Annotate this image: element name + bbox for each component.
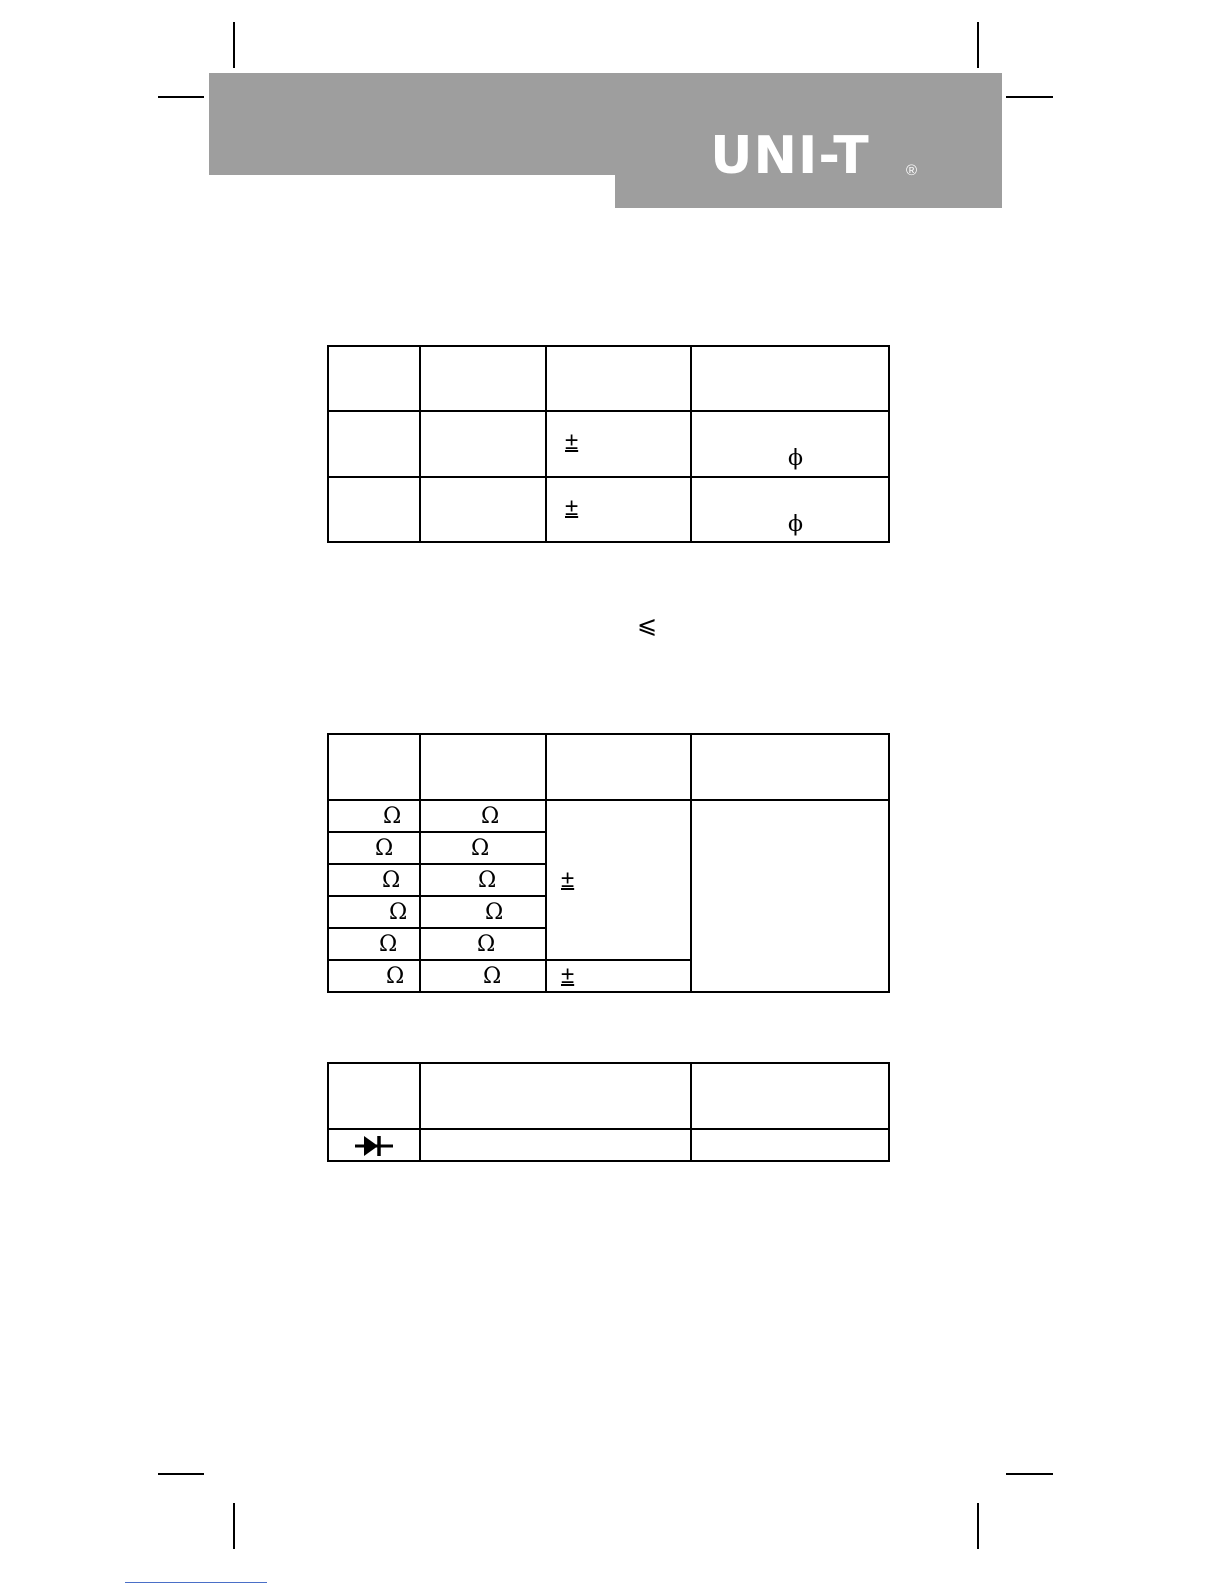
table-row — [328, 800, 889, 832]
table-cell — [328, 411, 420, 477]
table-header-row — [328, 734, 889, 800]
table-cell — [420, 928, 546, 960]
table-cell — [328, 1063, 420, 1129]
ohm-icon: Ω — [382, 868, 401, 893]
table-cell — [691, 477, 889, 542]
crop-mark-bottom-left-v — [233, 1503, 235, 1549]
ohm-icon: Ω — [375, 836, 394, 861]
less-equal-icon: ⩽ — [637, 611, 658, 639]
table-cell — [691, 411, 889, 477]
crop-mark-bottom-right-h — [1006, 1473, 1053, 1475]
table-cell — [328, 477, 420, 542]
diameter-icon: ϕ — [788, 446, 803, 471]
table-cell — [420, 960, 546, 992]
table-cell — [420, 832, 546, 864]
table-cell — [328, 864, 420, 896]
table-cell — [420, 896, 546, 928]
table-cell — [546, 800, 691, 960]
table-row — [328, 477, 889, 542]
table-header-row — [328, 346, 889, 411]
crop-mark-top-left-v — [233, 22, 235, 68]
crop-mark-top-left-h — [158, 96, 204, 98]
table-cell — [328, 928, 420, 960]
table-cell — [420, 1063, 691, 1129]
ohm-icon: Ω — [471, 836, 490, 861]
table-cell — [420, 411, 546, 477]
diameter-icon: ϕ — [788, 511, 803, 537]
ohm-icon: Ω — [379, 932, 398, 957]
table-cell — [546, 411, 691, 477]
table-cell — [328, 832, 420, 864]
crop-mark-bottom-left-h — [158, 1473, 204, 1475]
plus-minus-icon: ± — [565, 493, 579, 521]
brand-logo-text: UNI-T — [710, 126, 870, 186]
diode-icon — [355, 1134, 393, 1158]
table-cell — [420, 1129, 691, 1161]
plus-minus-icon: ± — [565, 428, 579, 455]
table-cell — [328, 960, 420, 992]
table-cell — [328, 346, 420, 411]
table-cell — [420, 346, 546, 411]
ohm-icon: Ω — [478, 868, 497, 893]
table-cell — [328, 800, 420, 832]
crop-mark-top-right-v — [977, 22, 979, 68]
table-cell — [691, 800, 889, 992]
ohm-icon: Ω — [383, 804, 402, 829]
ohm-icon: Ω — [389, 900, 408, 925]
footer-link-underline — [125, 1582, 267, 1583]
table-cell — [691, 1063, 889, 1129]
ohm-icon: Ω — [481, 804, 500, 829]
ohm-icon: Ω — [485, 900, 504, 925]
crop-mark-top-right-h — [1006, 96, 1053, 98]
table-cell — [546, 734, 691, 800]
ohm-icon: Ω — [386, 964, 405, 989]
spec-table-3 — [327, 1062, 890, 1162]
table-cell — [420, 800, 546, 832]
brand-logo — [672, 126, 922, 186]
spec-table-2 — [327, 733, 890, 993]
table-cell — [328, 896, 420, 928]
table-cell — [546, 960, 691, 992]
table-row — [328, 1129, 889, 1161]
crop-mark-bottom-right-v — [977, 1503, 979, 1549]
table-row — [328, 411, 889, 477]
table-cell — [691, 346, 889, 411]
table-cell — [420, 477, 546, 542]
table-header-row — [328, 1063, 889, 1129]
ohm-icon: Ω — [483, 964, 502, 989]
table-cell — [691, 1129, 889, 1161]
table-cell — [328, 734, 420, 800]
table-cell — [420, 864, 546, 896]
spec-table-1 — [327, 345, 890, 543]
registered-trademark-icon: ® — [906, 162, 918, 179]
plus-minus-icon: ± — [561, 866, 575, 893]
table-cell — [546, 477, 691, 542]
plus-minus-icon: ± — [561, 962, 575, 989]
ohm-icon: Ω — [477, 932, 496, 957]
table-cell — [328, 1129, 420, 1161]
table-cell — [420, 734, 546, 800]
table-cell — [546, 346, 691, 411]
table-cell — [691, 734, 889, 800]
